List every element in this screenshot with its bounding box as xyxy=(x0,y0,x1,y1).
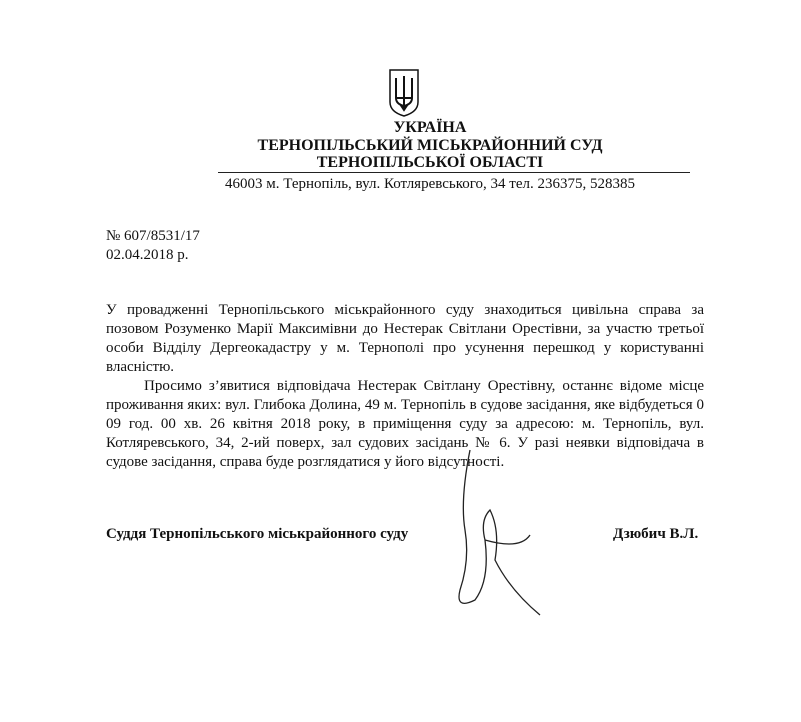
header-divider xyxy=(218,172,690,173)
paragraph-summons: Просимо з’явитися відповідача Нестерак Світлану Орестівну, останнє відоме місце проживання яких: вул. Глибока Долина, 49 м. Тернопіль в судове засідання, яке відбудеться 0 09 год. 00 хв. 26 квітня 2018 року, в приміщення суду за адресою: м. Тернопіль, вул. Котляревського, 34, 2-ий поверх, зал судових засідань № 6. У разі неявки відповідача в судове засідання, справа буде розглядатися у його відсутності. xyxy=(106,378,704,470)
paragraph-case: У провадженні Тернопільського міськрайонного суду знаходиться цивільна справа за позовом Розуменко Марії Максимівни до Нестерак Світлани Орестівни, за участю третьої особи Відділу Дергеокадастру у м. Тернополі про усунення перешкод у користуванні власністю. xyxy=(106,302,704,375)
header-region: ТЕРНОПІЛЬСЬКОЇ ОБЛАСТІ xyxy=(316,154,544,171)
header-court: ТЕРНОПІЛЬСЬКИЙ МІСЬКРАЙОННИЙ СУД xyxy=(257,137,603,154)
case-number: № 607/8531/17 xyxy=(106,228,200,244)
header-country: УКРАЇНА xyxy=(393,119,467,136)
signature-title: Суддя Тернопільського міськрайонного суду xyxy=(106,526,409,542)
letter-date: 02.04.2018 р. xyxy=(106,247,189,263)
header-address: 46003 м. Тернопіль, вул. Котляревського, 34 тел. 236375, 528385 xyxy=(225,176,635,192)
trident-emblem-icon xyxy=(388,68,420,118)
signature-name: Дзюбич В.Л. xyxy=(613,526,699,542)
letter-body xyxy=(106,301,704,472)
handwritten-signature-icon xyxy=(430,440,570,630)
